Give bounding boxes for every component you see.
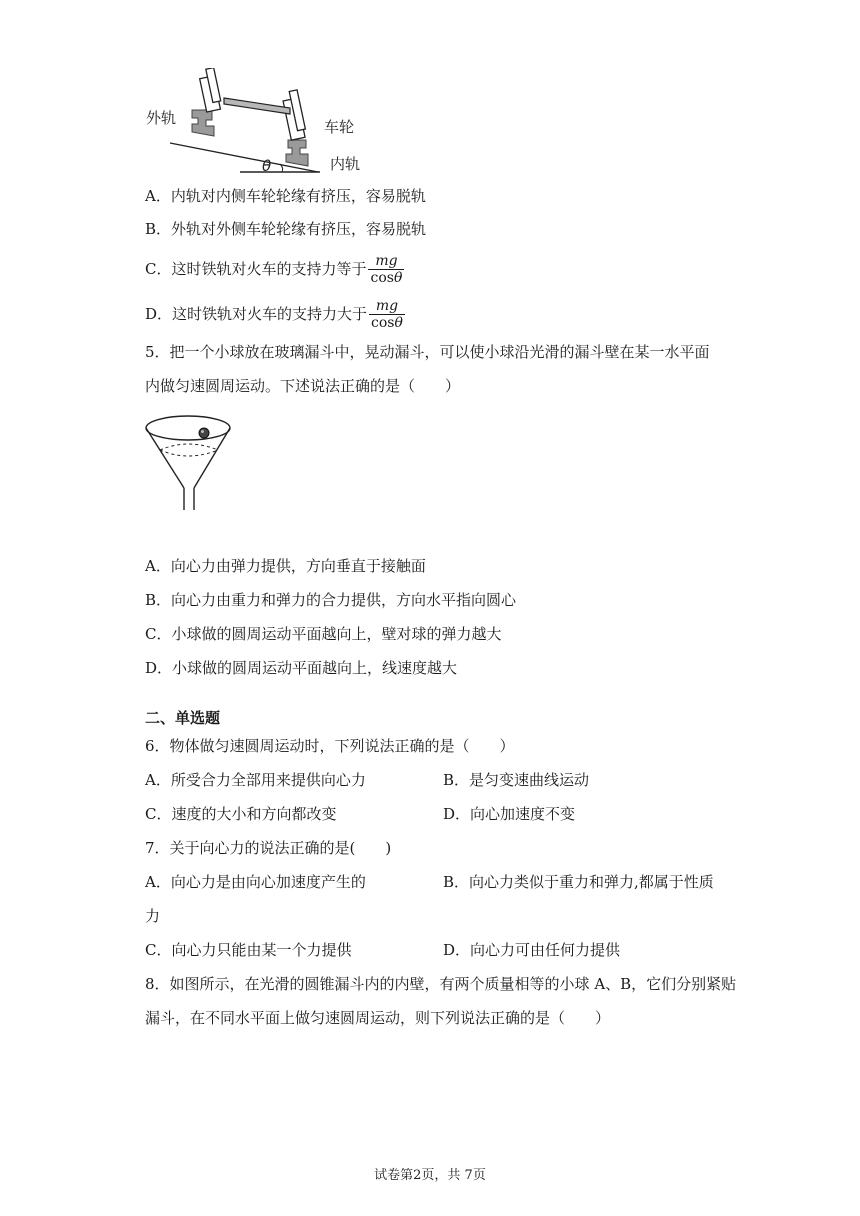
label-angle: θ (262, 157, 272, 175)
q5-option-d: D．小球做的圆周运动平面越向上，线速度越大 (145, 659, 458, 677)
banked-track-figure (140, 68, 380, 178)
label-wheel: 车轮 (324, 118, 355, 136)
label-outer-rail: 外轨 (146, 109, 177, 127)
fraction-mg-cos (369, 299, 405, 331)
q7-option-b: B．向心力类似于重力和弹力,都属于性质 (443, 873, 714, 891)
q5-option-c: C．小球做的圆周运动平面越向上，壁对球的弹力越大 (145, 625, 502, 643)
q6-option-b: B．是匀变速曲线运动 (443, 771, 590, 789)
label-inner-rail: 内轨 (330, 155, 361, 173)
q8-stem-line1: 8．如图所示，在光滑的圆锥漏斗内的内壁，有两个质量相等的小球 A、B，它们分别紧贴 (145, 975, 737, 993)
q4-option-a: A．内轨对内侧车轮轮缘有挤压，容易脱轨 (145, 187, 426, 205)
q6-stem: 6．物体做匀速圆周运动时，下列说法正确的是（ ） (145, 737, 515, 755)
q4-option-d-text: D．这时铁轨对火车的支持力大于 (145, 305, 368, 323)
q4-option-b: B．外轨对外侧车轮轮缘有挤压，容易脱轨 (145, 220, 427, 238)
q7-option-d: D．向心力可由任何力提供 (443, 941, 621, 959)
q4-option-d (145, 299, 405, 331)
fraction-denominator: cosθ (371, 315, 403, 331)
fraction-numerator: mg (368, 254, 404, 270)
orbit-dashed-front (160, 450, 218, 456)
funnel-rim (146, 416, 230, 440)
q5-stem-line2: 内做匀速圆周运动。下述说法正确的是（ ） (145, 377, 461, 395)
q8-stem-line2: 漏斗，在不同水平面上做匀速圆周运动，则下列说法正确的是（ ） (145, 1009, 611, 1027)
q6-option-c: C．速度的大小和方向都改变 (145, 805, 337, 823)
fraction-mg-cos (368, 254, 404, 286)
q5-option-a: A．向心力由弹力提供，方向垂直于接触面 (145, 557, 426, 575)
page-footer: 试卷第2页，共 7页 (374, 1168, 486, 1183)
axle (224, 98, 290, 114)
q4-option-c (145, 254, 404, 286)
ball (199, 428, 209, 438)
fraction-denominator: cosθ (370, 270, 403, 286)
fraction-numerator: mg (369, 299, 405, 315)
q6-option-d: D．向心加速度不变 (443, 805, 576, 823)
q5-option-b: B．向心力由重力和弹力的合力提供，方向水平指向圆心 (145, 591, 517, 609)
q7-stem: 7．关于向心力的说法正确的是( ) (145, 839, 392, 857)
funnel-figure (140, 410, 240, 520)
q7-option-b-wrap: 力 (145, 907, 161, 925)
section-title: 二、单选题 (145, 709, 221, 727)
orbit-dashed-back (160, 444, 218, 450)
q7-option-a: A．向心力是由向心加速度产生的 (145, 873, 366, 891)
q4-option-c-text: C．这时铁轨对火车的支持力等于 (145, 260, 367, 278)
outer-rail (192, 110, 214, 136)
inner-rail (286, 140, 308, 166)
q7-option-c: C．向心力只能由某一个力提供 (145, 941, 352, 959)
q5-stem-line1: 5．把一个小球放在玻璃漏斗中，晃动漏斗，可以使小球沿光滑的漏斗壁在某一水平面 (145, 343, 710, 361)
q6-option-a: A．所受合力全部用来提供向心力 (145, 771, 366, 789)
